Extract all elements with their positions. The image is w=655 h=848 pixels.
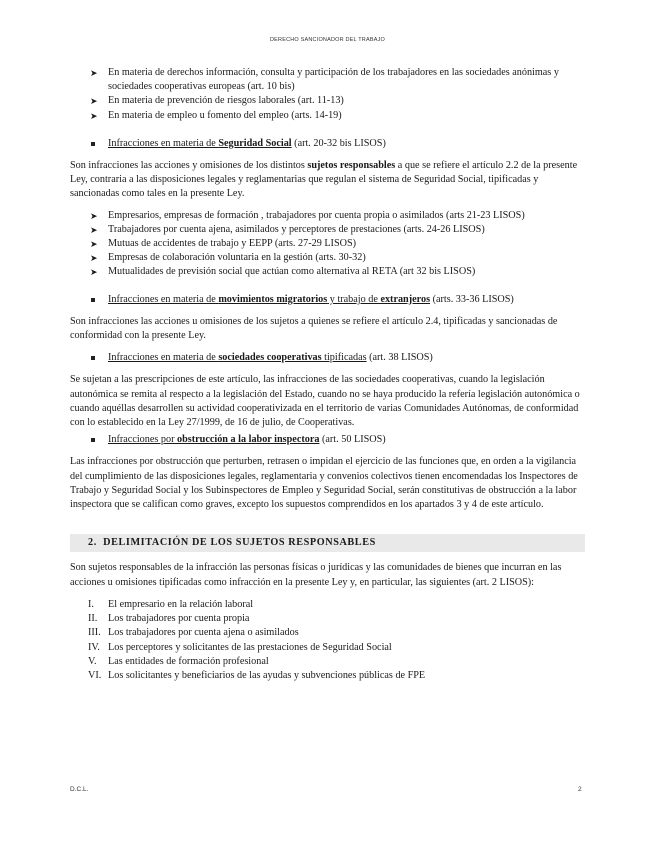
list-item: I. El empresario en la relación laboral <box>88 598 254 610</box>
arrow-bullet-icon: ➤ <box>90 224 98 235</box>
list-item: ➤ Trabajadores por cuenta ajena, asimilados y perceptores de prestaciones (arts. 24-26 LISOS) <box>70 223 585 237</box>
paragraph-sujetos: Son sujetos responsables de la infracción las personas físicas o jurídicas y las comunidades de bienes que incurran en las acciones u omisiones tipificadas como infracción en la presente Ley y, en particular, las siguientes (art. 2 LISOS): <box>70 562 562 588</box>
paragraph-obstruccion: Las infracciones por obstrucción que perturben, retrasen o impidan el ejercicio de las funciones que, en orden a la vigilancia del cumplimiento de las disposiciones legales, reglamentaria y convenios colectivos tienen encomendadas los Inspectores de Trabajo y Seguridad Social y los Subinspectores de Empleo y Seguridad Social, serán constitutivas de obstrucción a la labor inspectora que se califican como graves, excepto los supuestos comprendidos en los apartados 3 y 4 de este artículo. <box>70 456 578 511</box>
heading-cooperativas: Infracciones en materia de sociedades cooperativas tipificadas (art. 38 LISOS) <box>70 351 585 365</box>
paragraph-migratorios: Son infracciones las acciones u omisiones de los sujetos a quienes se refiere el artículo 2.4, tipificadas y sancionadas de conformidad con la presente Ley. <box>70 315 558 342</box>
top-arrow-list <box>70 66 585 123</box>
square-bullet-icon <box>91 298 95 302</box>
list-item: VI. Los solicitantes y beneficiarios de las ayudas y subvenciones públicas de FPE <box>88 669 426 681</box>
list-item: ➤ En materia de prevención de riesgos laborales (art. 11-13) <box>70 94 585 108</box>
heading-seguridad-social: Infracciones en materia de Seguridad Social (art. 20-32 bis LISOS) <box>70 137 585 151</box>
list-item: ➤ En materia de empleo u fomento del empleo (arts. 14-19) <box>70 109 585 123</box>
paragraph-cooperativas: Se sujetan a las prescripciones de este artículo, las infracciones de las sociedades cooperativas, cuando la legislación autonómica se remita al respecto a la legislación del Estado, cuando no se haya producido la refería legislación autonómica o cuando aquéllas desarrollen su actividad cooperativizada en el territorio de varias Comunidades Autónomas, de conformidad con lo establecido en la Ley 27/1999, de 16 de julio, de Cooperativas. <box>70 374 580 429</box>
list-item: III. Los trabajadores por cuenta ajena o asimilados <box>88 627 299 639</box>
list-item: ➤ En materia de derechos información, consulta y participación de los trabajadores en las sociedades anónimas y sociedades cooperativas europeas (art. 10 bis) <box>90 67 559 93</box>
ss-arrow-list <box>70 209 585 280</box>
arrow-bullet-icon: ➤ <box>90 68 98 78</box>
arrow-bullet-icon: ➤ <box>90 96 98 107</box>
square-bullet-icon <box>91 142 95 146</box>
list-item: ➤ Empresas de colaboración voluntaria en la gestión (arts. 30-32) <box>70 251 585 265</box>
arrow-bullet-icon: ➤ <box>90 253 98 264</box>
square-bullet-icon <box>91 438 95 442</box>
footer-initials: D.C.L. <box>70 786 89 793</box>
section-heading: 2. DELIMITACIÓN DE LOS SUJETOS RESPONSABLES <box>70 534 585 552</box>
list-item: ➤ Mutualidades de previsión social que actúan como alternativa al RETA (art 32 bis LISOS) <box>70 265 585 279</box>
paragraph-seguridad-social: Son infracciones las acciones y omisiones de los distintos sujetos responsables a que se refiere el artículo 2.2 de la presente Ley, contraria a las disposiciones legales y reglamentarias que regulan el sistema de Seguridad Social, tipificadas y sancionadas como tales en la presente Ley. <box>70 160 578 200</box>
heading-migratorios: Infracciones en materia de movimientos migratorios y trabajo de extranjeros (arts. 33-36 LISOS) <box>70 293 585 307</box>
arrow-bullet-icon: ➤ <box>90 267 98 278</box>
list-item: ➤ Mutuas de accidentes de trabajo y EEPP (arts. 27-29 LISOS) <box>70 237 585 251</box>
page-content <box>70 66 585 683</box>
roman-list <box>70 598 585 683</box>
list-item: IV. Los perceptores y solicitantes de las prestaciones de Seguridad Social <box>88 641 392 653</box>
square-bullet-icon <box>91 356 95 360</box>
arrow-bullet-icon: ➤ <box>90 210 98 221</box>
list-item: ➤ Empresarios, empresas de formación , trabajadores por cuenta propia o asimilados (arts 21-23 LISOS) <box>70 209 585 223</box>
running-header: DERECHO SANCIONADOR DEL TRABAJO <box>270 37 385 43</box>
arrow-bullet-icon: ➤ <box>90 239 98 250</box>
heading-obstruccion: Infracciones por obstrucción a la labor inspectora (art. 50 LISOS) <box>70 433 585 447</box>
page-number: 2 <box>578 786 582 793</box>
list-item: V. Las entidades de formación profesional <box>88 655 269 667</box>
list-item: II. Los trabajadores por cuenta propia <box>88 613 250 625</box>
arrow-bullet-icon: ➤ <box>90 110 98 121</box>
